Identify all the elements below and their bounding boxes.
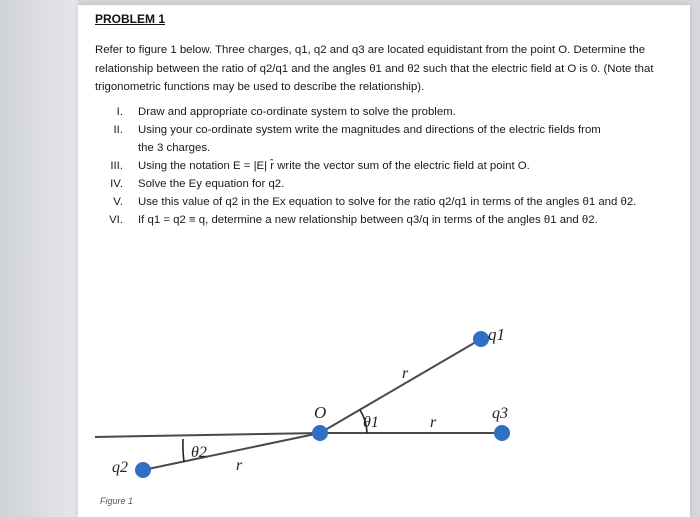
label-theta1: θ1 bbox=[363, 414, 379, 431]
label-q1: q1 bbox=[488, 325, 505, 344]
problem-intro: Refer to figure 1 below. Three charges, q1, q2 and q3 are located equidistant from the point O. Determine the relationship between the ratio of q2/q1 and the angles θ1 and θ2 such that the electric field at O is 0. (Note that trigonometric functions may be used to describe the relationship). bbox=[95, 44, 654, 93]
label-r-right: r bbox=[430, 414, 437, 431]
charge-q1 bbox=[473, 331, 489, 347]
item-text: Draw and appropriate co-ordinate system to solve the problem. bbox=[138, 106, 456, 118]
line-to-q1 bbox=[320, 339, 481, 433]
item-text: Using your co-ordinate system write the magnitudes and directions of the electric fields from the 3 charges. bbox=[138, 124, 601, 154]
problem-title: PROBLEM 1 bbox=[95, 12, 166, 26]
horizontal-line-left bbox=[95, 433, 320, 437]
label-theta2: θ2 bbox=[191, 444, 207, 461]
item-number: II. bbox=[113, 124, 123, 136]
item-number: IV. bbox=[110, 178, 123, 190]
label-q2: q2 bbox=[112, 459, 128, 476]
item-number: VI. bbox=[109, 214, 123, 226]
item-text: Solve the Ey equation for q2. bbox=[138, 178, 285, 190]
figure-caption: Figure 1 bbox=[100, 496, 134, 506]
item-number: III. bbox=[110, 160, 123, 172]
item-number: I. bbox=[116, 106, 123, 118]
item-text: If q1 = q2 ≡ q, determine a new relationship between q3/q in terms of the angles θ1 and θ2. bbox=[138, 214, 598, 226]
item-text: Use this value of q2 in the Ex equation to solve for the ratio q2/q1 in terms of the angles θ1 and θ2. bbox=[138, 196, 637, 208]
label-origin: O bbox=[314, 403, 327, 422]
label-q3: q3 bbox=[492, 405, 508, 422]
origin-point bbox=[312, 425, 328, 441]
label-r-upper: r bbox=[402, 365, 409, 382]
theta2-arc bbox=[183, 439, 184, 462]
label-r-left: r bbox=[236, 457, 243, 474]
item-text: Using the notation E = |E| r̂ write the vector sum of the electric field at point O. bbox=[138, 160, 530, 172]
charge-q3 bbox=[494, 425, 510, 441]
line-to-q2 bbox=[143, 433, 320, 470]
charge-q2 bbox=[135, 462, 151, 478]
item-number: V. bbox=[113, 196, 123, 208]
